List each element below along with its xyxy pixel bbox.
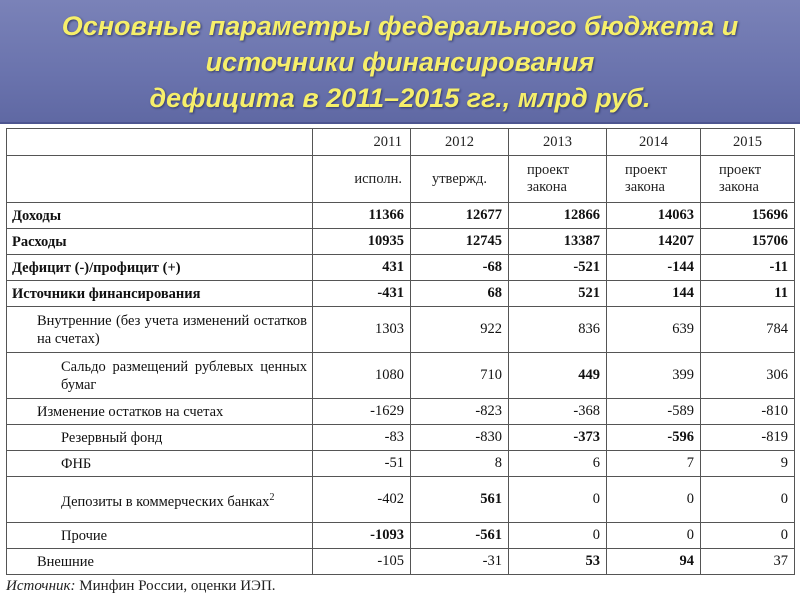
row-label-text: Изменение остатков на счетах bbox=[37, 403, 224, 420]
header-empty-cell bbox=[7, 156, 313, 203]
status-header-row bbox=[7, 156, 795, 203]
status-header: утвержд. bbox=[411, 156, 509, 203]
source-label: Источник: bbox=[6, 578, 76, 594]
header-empty-cell bbox=[7, 129, 313, 156]
value-cell: 399 bbox=[607, 353, 701, 399]
value-cell: -11 bbox=[701, 255, 795, 281]
value-cell: -823 bbox=[411, 399, 509, 425]
title-line-1: Основные параметры федерального бюджета и bbox=[61, 11, 739, 41]
source-text: Минфин России, оценки ИЭП. bbox=[75, 578, 276, 594]
status-header: проект закона bbox=[509, 156, 607, 203]
value-cell: -589 bbox=[607, 399, 701, 425]
row-label bbox=[7, 477, 313, 523]
table-area bbox=[6, 124, 796, 576]
table-row bbox=[7, 307, 795, 353]
value-cell: 15706 bbox=[701, 229, 795, 255]
row-label-text: Сальдо размещений рублевых ценных бумаг bbox=[61, 358, 307, 393]
value-cell: -810 bbox=[701, 399, 795, 425]
table-row bbox=[7, 255, 795, 281]
value-cell: 561 bbox=[411, 477, 509, 523]
value-cell: 14207 bbox=[607, 229, 701, 255]
table-row bbox=[7, 477, 795, 523]
value-cell: -596 bbox=[607, 425, 701, 451]
row-label bbox=[7, 399, 313, 425]
value-cell: 521 bbox=[509, 281, 607, 307]
value-cell: 10935 bbox=[313, 229, 411, 255]
row-label-text: Прочие bbox=[61, 527, 108, 544]
table-row bbox=[7, 203, 795, 229]
slide-title bbox=[0, 8, 800, 116]
value-cell: -521 bbox=[509, 255, 607, 281]
value-cell: -373 bbox=[509, 425, 607, 451]
value-cell: 1303 bbox=[313, 307, 411, 353]
value-cell: 12677 bbox=[411, 203, 509, 229]
value-cell: -368 bbox=[509, 399, 607, 425]
row-label bbox=[7, 425, 313, 451]
row-label bbox=[7, 281, 313, 307]
value-cell: 7 bbox=[607, 451, 701, 477]
value-cell: 431 bbox=[313, 255, 411, 281]
value-cell: 8 bbox=[411, 451, 509, 477]
value-cell: 94 bbox=[607, 549, 701, 575]
slide-header bbox=[0, 0, 800, 124]
value-cell: -431 bbox=[313, 281, 411, 307]
row-label bbox=[7, 203, 313, 229]
table-row bbox=[7, 399, 795, 425]
value-cell: 37 bbox=[701, 549, 795, 575]
title-line-2: источники финансирования bbox=[205, 47, 595, 77]
row-label-text: Источники финансирования bbox=[12, 285, 201, 302]
row-label bbox=[7, 549, 313, 575]
value-cell: -819 bbox=[701, 425, 795, 451]
status-header: проект закона bbox=[607, 156, 701, 203]
value-cell: 836 bbox=[509, 307, 607, 353]
row-label-text: Резервный фонд bbox=[61, 429, 163, 446]
row-label-text: Доходы bbox=[12, 207, 62, 224]
value-cell: -83 bbox=[313, 425, 411, 451]
table-row bbox=[7, 549, 795, 575]
row-label-text: ФНБ bbox=[61, 455, 92, 472]
row-label-text: Депозиты в коммерческих банках bbox=[61, 493, 270, 510]
row-label bbox=[7, 307, 313, 353]
table-row bbox=[7, 451, 795, 477]
value-cell: 639 bbox=[607, 307, 701, 353]
table-row bbox=[7, 281, 795, 307]
row-label bbox=[7, 229, 313, 255]
value-cell: 9 bbox=[701, 451, 795, 477]
row-label-text: Дефицит (-)/профицит (+) bbox=[12, 259, 181, 276]
table-row bbox=[7, 425, 795, 451]
value-cell: 12866 bbox=[509, 203, 607, 229]
row-label bbox=[7, 451, 313, 477]
row-label bbox=[7, 353, 313, 399]
value-cell: -402 bbox=[313, 477, 411, 523]
value-cell: -31 bbox=[411, 549, 509, 575]
year-header: 2013 bbox=[509, 129, 607, 156]
value-cell: 144 bbox=[607, 281, 701, 307]
value-cell: -1629 bbox=[313, 399, 411, 425]
value-cell: 449 bbox=[509, 353, 607, 399]
budget-table bbox=[6, 128, 795, 575]
value-cell: 11366 bbox=[313, 203, 411, 229]
table-row bbox=[7, 353, 795, 399]
value-cell: -105 bbox=[313, 549, 411, 575]
value-cell: -1093 bbox=[313, 523, 411, 549]
value-cell: 0 bbox=[509, 523, 607, 549]
value-cell: -830 bbox=[411, 425, 509, 451]
value-cell: 710 bbox=[411, 353, 509, 399]
source-note bbox=[6, 578, 276, 595]
value-cell: 53 bbox=[509, 549, 607, 575]
value-cell: -51 bbox=[313, 451, 411, 477]
value-cell: -144 bbox=[607, 255, 701, 281]
value-cell: 784 bbox=[701, 307, 795, 353]
status-header: проект закона bbox=[701, 156, 795, 203]
value-cell: 0 bbox=[607, 477, 701, 523]
year-header: 2012 bbox=[411, 129, 509, 156]
value-cell: 13387 bbox=[509, 229, 607, 255]
row-label bbox=[7, 523, 313, 549]
year-header: 2014 bbox=[607, 129, 701, 156]
value-cell: 14063 bbox=[607, 203, 701, 229]
value-cell: -561 bbox=[411, 523, 509, 549]
table-row bbox=[7, 229, 795, 255]
footnote-mark: 2 bbox=[269, 491, 275, 503]
value-cell: -68 bbox=[411, 255, 509, 281]
value-cell: 6 bbox=[509, 451, 607, 477]
row-label-text: Внутренние (без учета изменений остатков на счетах) bbox=[37, 312, 307, 347]
value-cell: 68 bbox=[411, 281, 509, 307]
row-label bbox=[7, 255, 313, 281]
value-cell: 0 bbox=[701, 477, 795, 523]
title-line-3: дефицита в 2011–2015 гг., млрд руб. bbox=[149, 83, 651, 113]
row-label-text: Расходы bbox=[12, 233, 67, 250]
value-cell: 0 bbox=[607, 523, 701, 549]
status-header: исполн. bbox=[313, 156, 411, 203]
value-cell: 0 bbox=[701, 523, 795, 549]
year-header-row bbox=[7, 129, 795, 156]
value-cell: 1080 bbox=[313, 353, 411, 399]
row-label-text: Внешние bbox=[37, 553, 94, 570]
year-header: 2015 bbox=[701, 129, 795, 156]
value-cell: 15696 bbox=[701, 203, 795, 229]
value-cell: 306 bbox=[701, 353, 795, 399]
value-cell: 11 bbox=[701, 281, 795, 307]
value-cell: 0 bbox=[509, 477, 607, 523]
year-header: 2011 bbox=[313, 129, 411, 156]
table-row bbox=[7, 523, 795, 549]
value-cell: 12745 bbox=[411, 229, 509, 255]
value-cell: 922 bbox=[411, 307, 509, 353]
